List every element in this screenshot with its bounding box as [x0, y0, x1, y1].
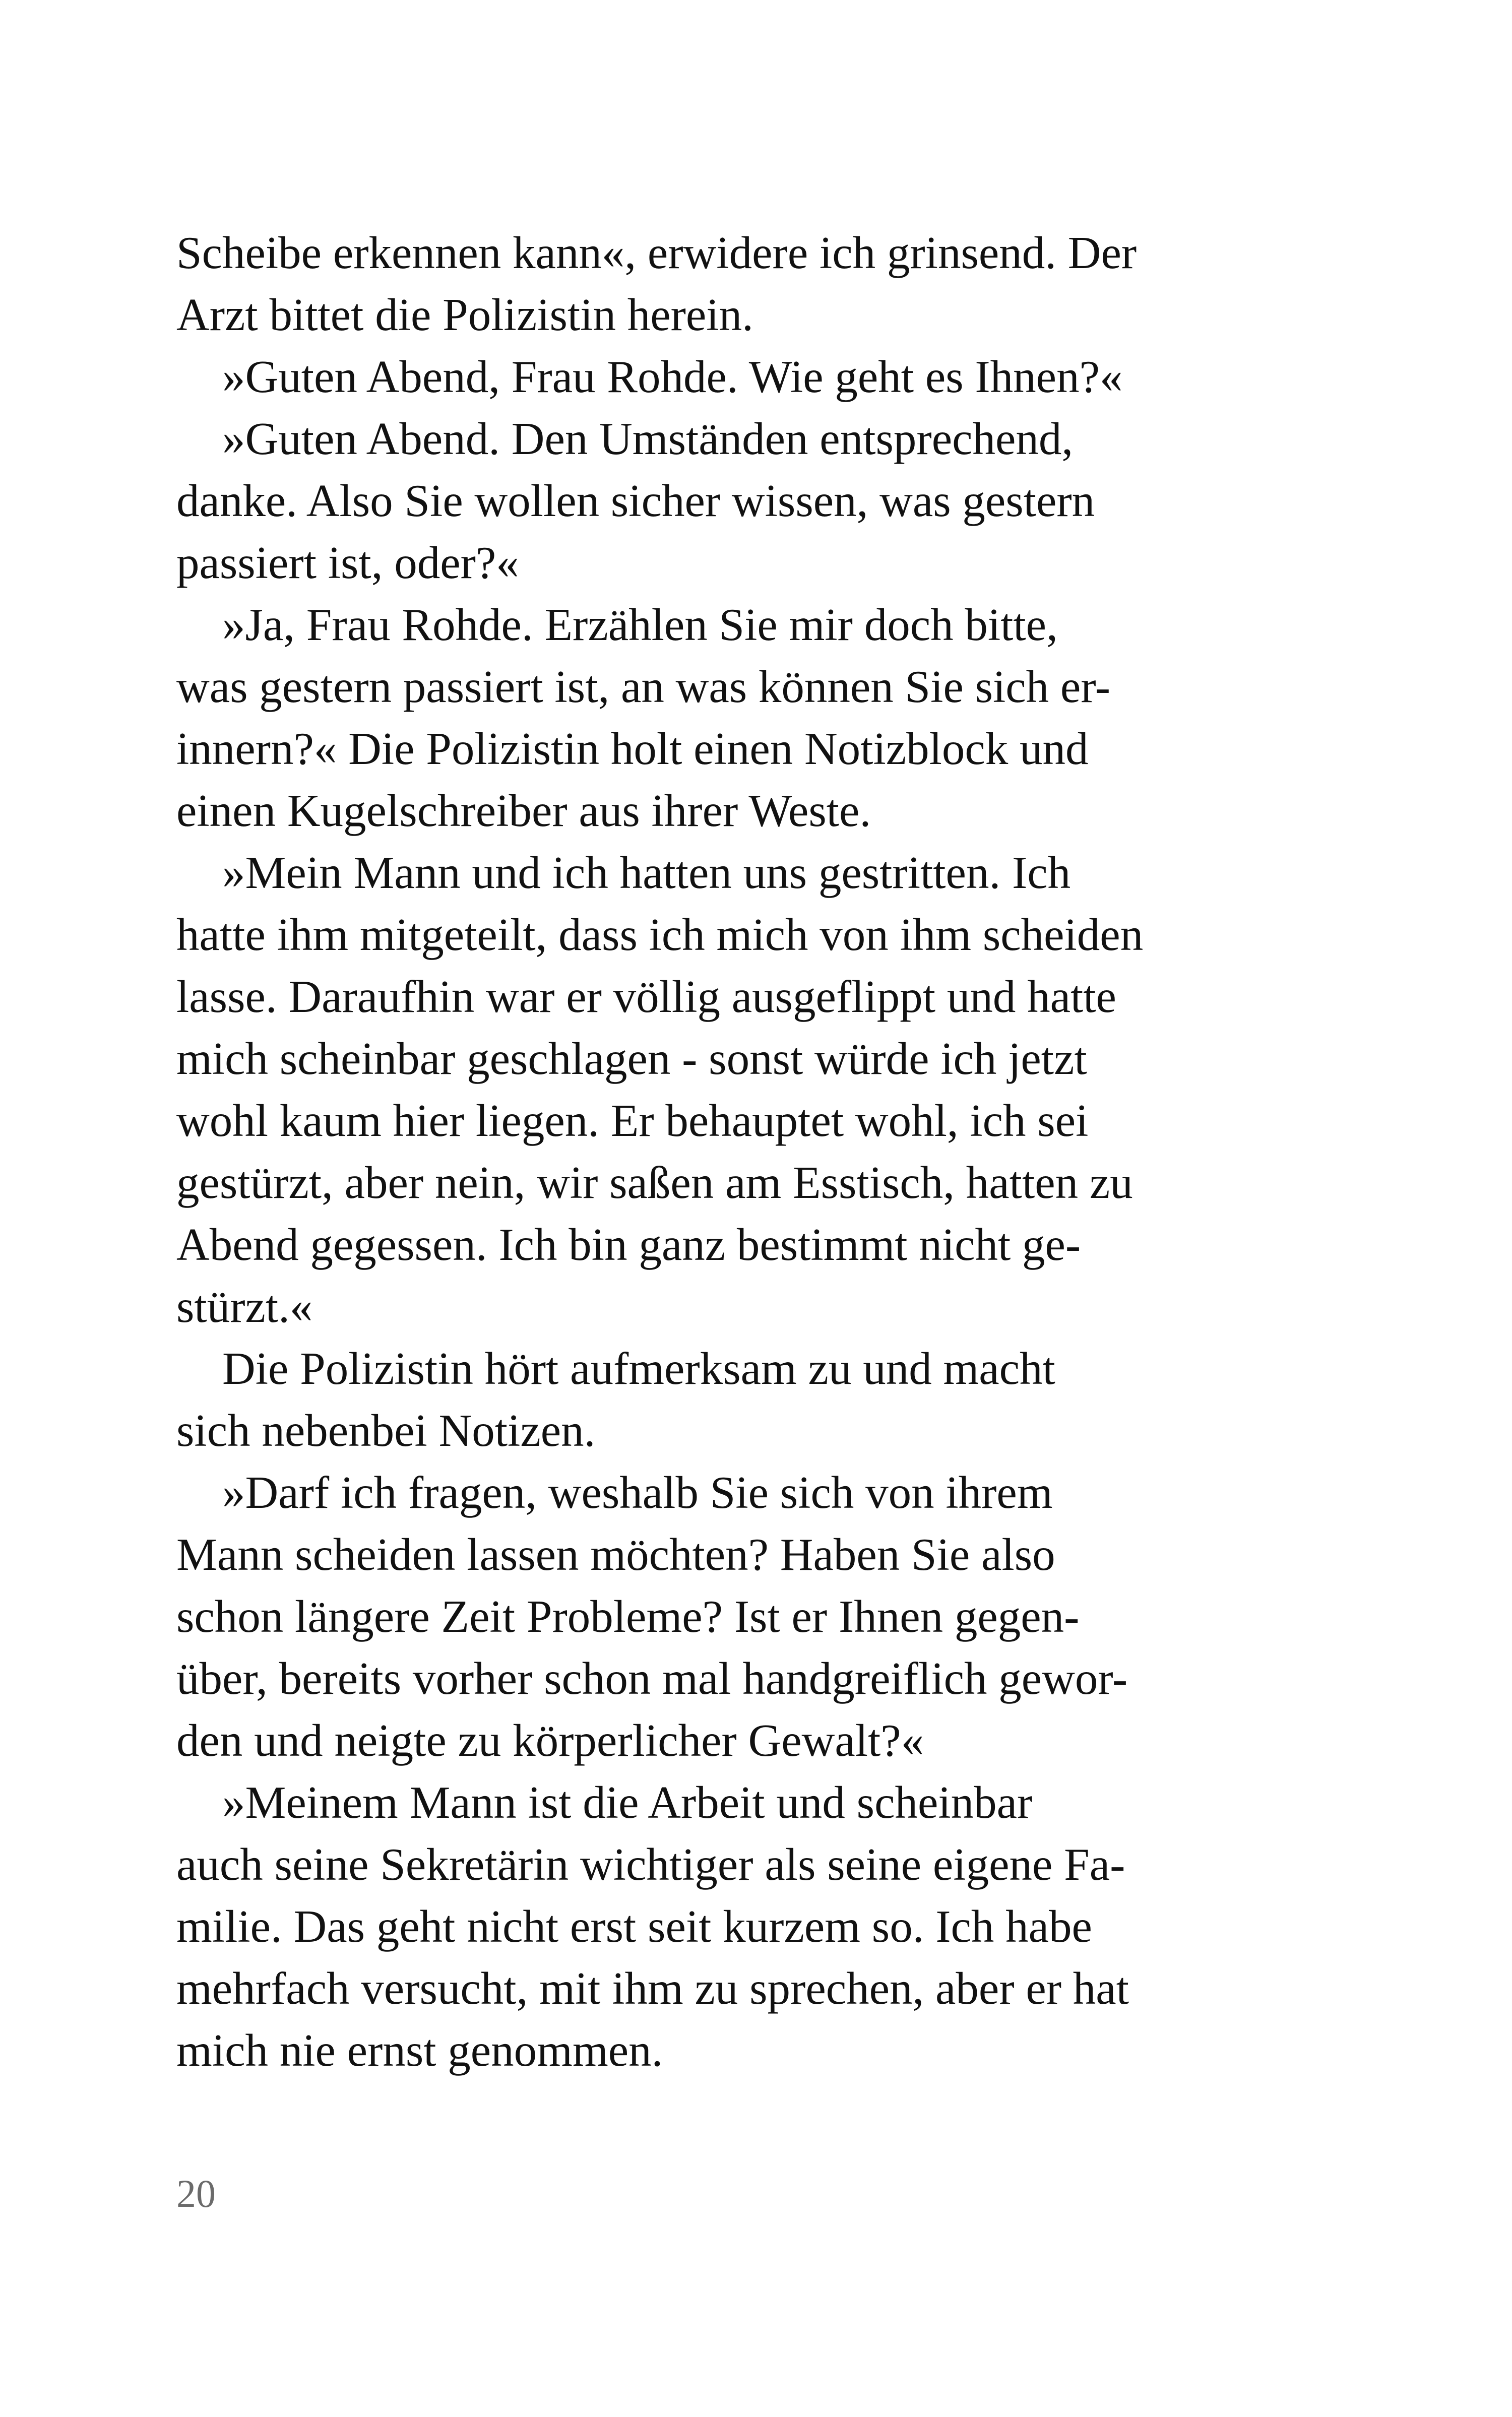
text-line: schon längere Zeit Probleme? Ist er Ihnen gegen-: [176, 1591, 1080, 1642]
text-line: mich nie ernst genommen.: [176, 2025, 663, 2076]
text-line: mich scheinbar geschlagen - sonst würde ich jetzt: [176, 1033, 1087, 1084]
text-line: mehrfach versucht, mit ihm zu sprechen, aber er hat: [176, 1963, 1129, 2014]
text-line: sich nebenbei Notizen.: [176, 1405, 596, 1456]
text-line: »Meinem Mann ist die Arbeit und scheinbar: [176, 1777, 1033, 1828]
text-line: über, bereits vorher schon mal handgreiflich gewor-: [176, 1653, 1128, 1704]
text-line: passiert ist, oder?«: [176, 537, 519, 588]
text-line: lasse. Daraufhin war er völlig ausgeflippt und hatte: [176, 971, 1116, 1022]
text-line: milie. Das geht nicht erst seit kurzem so. Ich habe: [176, 1901, 1092, 1952]
text-line: gestürzt, aber nein, wir saßen am Esstisch, hatten zu: [176, 1157, 1133, 1208]
text-line: »Guten Abend, Frau Rohde. Wie geht es Ihnen?«: [176, 351, 1123, 402]
text-line: innern?« Die Polizistin holt einen Notizblock und: [176, 723, 1089, 774]
text-line: Mann scheiden lassen möchten? Haben Sie also: [176, 1529, 1055, 1580]
text-line: auch seine Sekretärin wichtiger als seine eigene Fa-: [176, 1839, 1125, 1890]
text-line: was gestern passiert ist, an was können Sie sich er-: [176, 661, 1111, 712]
text-line: »Guten Abend. Den Umständen entsprechend,: [176, 413, 1074, 464]
text-line: den und neigte zu körperlicher Gewalt?«: [176, 1715, 924, 1766]
text-line: wohl kaum hier liegen. Er behauptet wohl, ich sei: [176, 1095, 1089, 1146]
text-line: hatte ihm mitgeteilt, dass ich mich von ihm scheiden: [176, 909, 1144, 960]
text-line: Abend gegessen. Ich bin ganz bestimmt nicht ge-: [176, 1219, 1081, 1270]
text-line: stürzt.«: [176, 1281, 313, 1332]
text-line: danke. Also Sie wollen sicher wissen, was gestern: [176, 475, 1095, 526]
text-line: »Darf ich fragen, weshalb Sie sich von ihrem: [176, 1467, 1053, 1518]
text-line: einen Kugelschreiber aus ihrer Weste.: [176, 785, 871, 836]
text-line: »Ja, Frau Rohde. Erzählen Sie mir doch bitte,: [176, 599, 1058, 650]
text-line: Die Polizistin hört aufmerksam zu und macht: [176, 1343, 1055, 1394]
body-text: [176, 222, 1144, 2081]
text-line: »Mein Mann und ich hatten uns gestritten. Ich: [176, 847, 1071, 898]
page-number: 20: [176, 2172, 216, 2215]
text-line: Arzt bittet die Polizistin herein.: [176, 289, 753, 340]
text-line: Scheibe erkennen kann«, erwidere ich grinsend. Der: [176, 227, 1137, 278]
